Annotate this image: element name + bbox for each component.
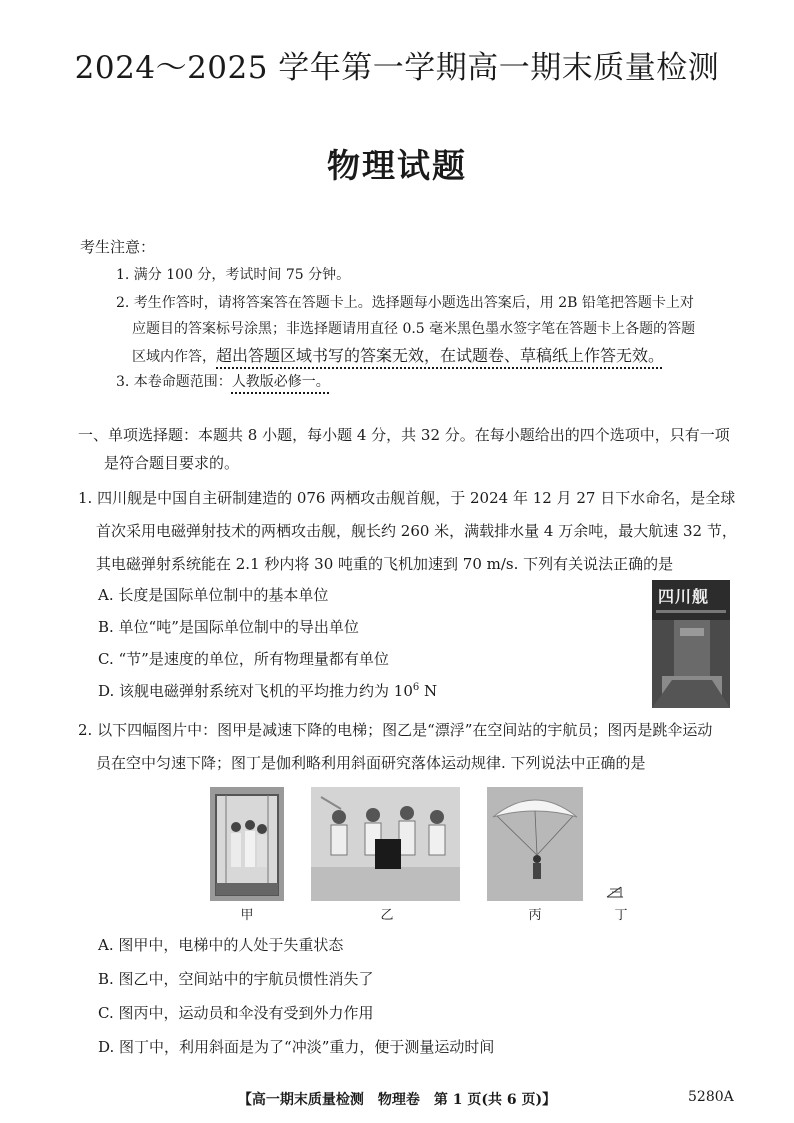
q1-option-d-text: D. 该舰电磁弹射系统对飞机的平均推力约为 10 (98, 682, 413, 700)
q1-option-a: A. 长度是国际单位制中的基本单位 (98, 586, 329, 604)
notice-item-1: 1. 满分 100 分，考试时间 75 分钟。 (116, 267, 351, 283)
q1-option-d (98, 680, 437, 701)
notice-item-2-line-3-prefix: 区域内作答， (132, 349, 216, 365)
subject-title: 物理试题 (327, 146, 467, 185)
q1-option-c: C. “节”是速度的单位，所有物理量都有单位 (98, 650, 389, 668)
q2-option-a: A. 图甲中，电梯中的人处于失重状态 (98, 936, 344, 954)
section-heading-line-2: 是符合题目要求的。 (104, 454, 240, 472)
exam-title: 2024～2025 学年第一学期高一期末质量检测 (74, 50, 720, 86)
parachute-photo (487, 787, 583, 901)
incline-sketch (606, 884, 624, 898)
elevator-photo (210, 787, 284, 901)
figure-label-yi: 乙 (380, 908, 394, 923)
figure-label-ding: 丁 (614, 908, 628, 923)
astronauts-photo (311, 787, 460, 901)
sichuan-ship-caption: 四川舰 (658, 587, 710, 606)
q1-option-d-unit: N (419, 682, 438, 700)
notice-heading: 考生注意： (80, 238, 156, 256)
q1-stem-line-1: 1. 四川舰是中国自主研制建造的 076 两栖攻击舰首舰，于 2024 年 12 月 27 日下水命名，是全球 (78, 489, 736, 507)
q2-stem-line-2: 员在空中匀速下降；图丁是伽利略利用斜面研究落体运动规律. 下列说法中正确的是 (96, 754, 646, 772)
sichuan-ship-photo (652, 580, 730, 708)
q2-stem-line-1: 2. 以下四幅图片中：图甲是减速下降的电梯；图乙是“漂浮”在空间站的宇航员；图丙是跳伞运动 (78, 721, 713, 739)
q1-stem-line-2: 首次采用电磁弹射技术的两栖攻击舰，舰长约 260 米，满载排水量 4 万余吨，最大航速 32 节， (96, 522, 737, 540)
q2-option-d: D. 图丁中，利用斜面是为了“冲淡”重力，便于测量运动时间 (98, 1038, 495, 1056)
notice-item-2-line-2: 应题目的答案标号涂黑；非选择题请用直径 0.5 毫米黑色墨水签字笔在答题卡上各题的答题 (132, 321, 696, 337)
paper-code: 5280A (688, 1089, 734, 1105)
section-heading-line-1: 一、单项选择题：本题共 8 小题，每小题 4 分，共 32 分。在每小题给出的四个选项中，只有一项 (78, 426, 730, 444)
notice-emphasis-dotted: 超出答题区域书写的答案无效，在试题卷、草稿纸上作答无效。 (216, 346, 665, 365)
q1-option-b: B. 单位“吨”是国际单位制中的导出单位 (98, 618, 359, 636)
notice-item-2-line-1: 2. 考生作答时，请将答案答在答题卡上。选择题每小题选出答案后，用 2B 铅笔把答题卡上对 (116, 295, 694, 311)
q1-stem-line-3: 其电磁弹射系统能在 2.1 秒内将 30 吨重的飞机加速到 70 m/s. 下列有关说法正确的是 (96, 555, 674, 573)
notice-item-3-dotted: 人教版必修一。 (231, 374, 330, 390)
notice-item-2-line-3 (132, 343, 664, 366)
q2-option-b: B. 图乙中，空间站中的宇航员惯性消失了 (98, 970, 374, 988)
figure-label-jia: 甲 (240, 908, 254, 923)
notice-item-3 (116, 371, 330, 391)
q2-option-c: C. 图丙中，运动员和伞没有受到外力作用 (98, 1004, 374, 1022)
q1-option-d-exponent: 6 (412, 682, 420, 693)
figure-label-bing: 丙 (528, 908, 542, 923)
page-footer: 【高一期末质量检测 物理卷 第 1 页(共 6 页)】 (237, 1092, 557, 1108)
notice-item-3-prefix: 3. 本卷命题范围： (116, 374, 232, 390)
